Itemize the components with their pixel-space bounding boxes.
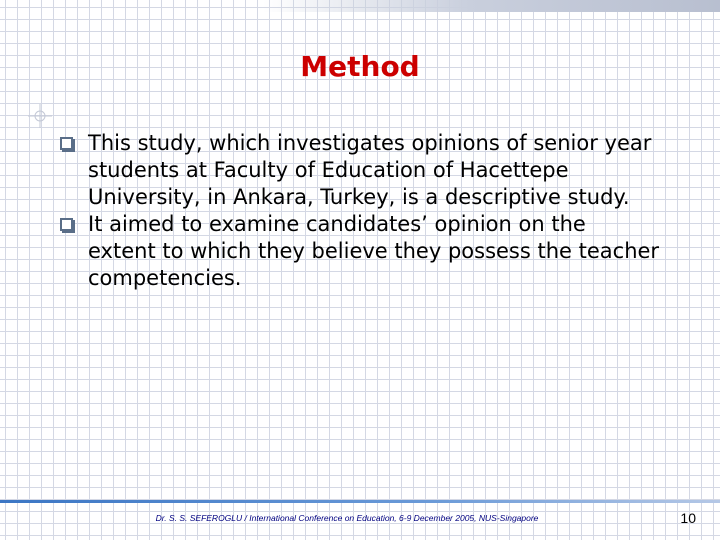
bullet-text: This study, which investigates opinions of senior year students at Faculty of Education of Hacettepe University, in Ankara, Turkey, is a descriptive study. [88, 131, 652, 209]
bullet-item [60, 130, 660, 211]
bullet-list [60, 130, 660, 292]
crosshair-decoration-icon [28, 104, 52, 128]
square-bullet-icon [60, 137, 73, 150]
top-decorative-band [263, 0, 720, 12]
slide-title-text: Method [300, 50, 420, 83]
footer-divider [0, 500, 720, 503]
footer-citation [0, 513, 720, 523]
bullet-item [60, 211, 660, 292]
slide-title [0, 50, 720, 84]
bullet-text: It aimed to examine candidates’ opinion on the extent to which they believe they possess the teacher competencies. [88, 212, 660, 290]
footer-citation-text: Dr. S. S. SEFEROGLU / International Conference on Education, 6-9 December 2005, NUS-Singapore [155, 513, 539, 523]
page-number: 10 [680, 510, 696, 526]
square-bullet-icon [60, 218, 73, 231]
